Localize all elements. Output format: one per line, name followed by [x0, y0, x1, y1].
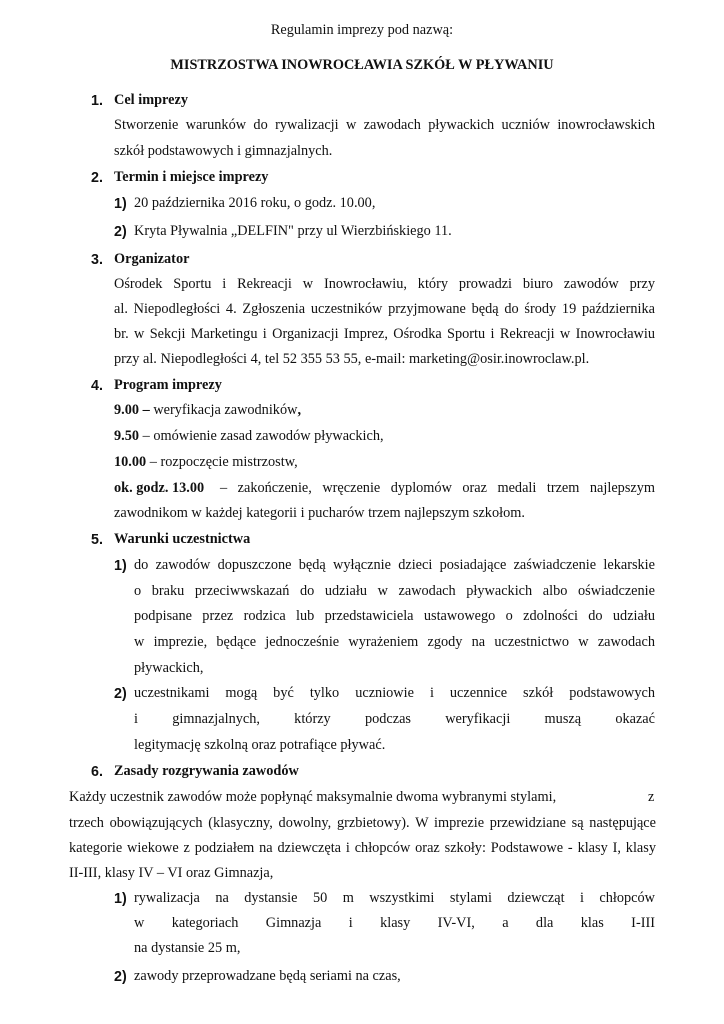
- section-1-number: 1.: [91, 93, 103, 109]
- section-6-item-1-line: rywalizacja na dystansie 50 m wszystkimi stylami dziewcząt i chłopców: [134, 890, 655, 906]
- section-6-line: trzech obowiązujących (klasyczny, dowolny, grzbietowy). W imprezie przewidziane są następujące: [69, 815, 656, 831]
- section-5-item-1-line: w imprezie, będące jednocześnie wyrażeniem zgody na uczestnictwo w zawodach: [134, 634, 655, 650]
- section-3-line: br. w Sekcji Marketingu i Organizacji Imprez, Ośrodka Sportu i Rekreacji w Inowrocławiu: [114, 326, 655, 342]
- section-1-line: szkół podstawowych i gimnazjalnych.: [114, 143, 333, 159]
- section-3-heading: Organizator: [114, 251, 190, 267]
- program-time: 10.00: [114, 454, 147, 470]
- section-6-line: II-III, klasy IV – VI oraz Gimnazja,: [69, 865, 274, 881]
- section-3-number: 3.: [91, 252, 103, 268]
- section-6-item-2-number: 2): [114, 969, 127, 985]
- section-4-number: 4.: [91, 378, 103, 394]
- document-title: MISTRZOSTWA INOWROCŁAWIA SZKÓŁ W PŁYWANIU: [170, 57, 554, 73]
- program-separator: –: [139, 428, 154, 444]
- section-2-item-1-text: 20 października 2016 roku, o godz. 10.00,: [134, 195, 376, 211]
- section-5-item-2-number: 2): [114, 686, 127, 702]
- program-entry: [114, 428, 384, 445]
- section-2-item-1-number: 1): [114, 196, 127, 212]
- section-2-item-2-text: Kryta Pływalnia „DELFIN" przy ul Wierzbińskiego 11.: [134, 223, 452, 239]
- program-entry: [114, 402, 301, 419]
- section-4-heading: Program imprezy: [114, 377, 222, 393]
- program-text: weryfikacja zawodników: [153, 402, 298, 418]
- section-3-line: przy al. Niepodległości 4, tel 52 355 53 55, e-mail: marketing@osir.inowroclaw.pl.: [114, 351, 590, 367]
- program-last-line: – zakończenie, wręczenie dyplomów oraz medali trzem najlepszym: [220, 480, 655, 496]
- program-last-time: ok. godz. 13.00: [114, 480, 205, 496]
- section-5-item-2-line: i gimnazjalnych, którzy podczas weryfikacji muszą okazać: [134, 711, 655, 727]
- section-5-item-2-line: legitymację szkolną oraz potrafiące pływać.: [134, 737, 386, 753]
- section-5-item-1-number: 1): [114, 558, 127, 574]
- section-5-item-1-line: pływackich,: [134, 660, 204, 676]
- program-time: 9.00: [114, 402, 140, 418]
- section-2-item-2-number: 2): [114, 224, 127, 240]
- section-5-item-1-line: podpisane przez rodzica lub przedstawiciela ustawowego o zdolności do udziału: [134, 608, 655, 624]
- section-6-item-1-line: na dystansie 25 m,: [134, 940, 241, 956]
- section-1-line: Stworzenie warunków do rywalizacji w zawodach pływackich uczniów inowrocławskich: [114, 117, 655, 133]
- section-5-item-1-line: do zawodów dopuszczone będą wyłącznie dzieci posiadające zaświadczenie lekarskie: [134, 557, 655, 573]
- section-5-item-1-line: o braku przeciwwskazań do udziału w zawodach pływackich albo oświadczenie: [134, 583, 655, 599]
- program-tail: ,: [297, 402, 302, 418]
- program-separator: –: [139, 402, 154, 418]
- section-6-line-end: z: [648, 789, 655, 805]
- section-6-item-1-number: 1): [114, 891, 127, 907]
- section-5-item-2-line: uczestnikami mogą być tylko uczniowie i uczennice szkół podstawowych: [134, 685, 655, 701]
- document-intro: Regulamin imprezy pod nazwą:: [270, 22, 454, 38]
- section-2-heading: Termin i miejsce imprezy: [114, 169, 269, 185]
- section-5-heading: Warunki uczestnictwa: [114, 531, 251, 547]
- section-6-line: kategorie wiekowe z podziałem na dziewczęta i chłopców oraz szkoły: Podstawowe - klasy I, klasy: [69, 840, 656, 856]
- section-3-line: al. Niepodległości 4. Zgłoszenia uczestników przyjmowane będą do środy 19 października: [114, 301, 655, 317]
- program-separator: –: [146, 454, 161, 470]
- section-5-number: 5.: [91, 532, 103, 548]
- program-last-line: zawodnikom w każdej kategorii i pucharów trzem najlepszym szkołom.: [114, 505, 525, 521]
- section-6-item-2-text: zawody przeprowadzane będą seriami na czas,: [134, 968, 401, 984]
- program-text: omówienie zasad zawodów pływackich,: [153, 428, 384, 444]
- section-1-heading: Cel imprezy: [114, 92, 188, 108]
- section-6-heading: Zasady rozgrywania zawodów: [114, 763, 299, 779]
- section-6-number: 6.: [91, 764, 103, 780]
- program-text: rozpoczęcie mistrzostw,: [160, 454, 298, 470]
- section-3-line: Ośrodek Sportu i Rekreacji w Inowrocławiu, który prowadzi biuro zawodów przy: [114, 276, 655, 292]
- section-6-line: Każdy uczestnik zawodów może popłynąć maksymalnie dwoma wybranymi stylami,: [69, 789, 557, 805]
- program-entry: [114, 454, 298, 471]
- section-6-item-1-line: w kategoriach Gimnazja i klasy IV-VI, a dla klas I-III: [134, 915, 655, 931]
- section-2-number: 2.: [91, 170, 103, 186]
- program-time: 9.50: [114, 428, 140, 444]
